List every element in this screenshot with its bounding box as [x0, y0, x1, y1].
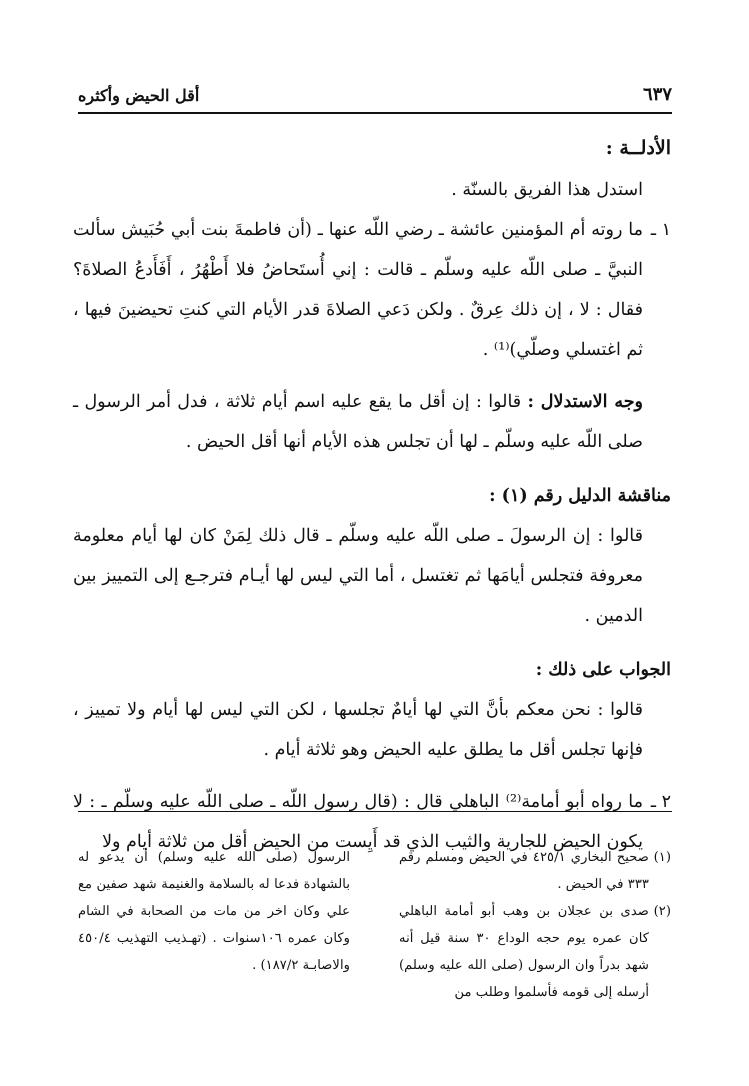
footnote-number: (١): [653, 850, 671, 865]
wajh-paragraph: [73, 382, 671, 462]
footnote-2: [399, 898, 671, 1006]
wajh-label: وجه الاستدلال :: [527, 392, 643, 412]
footnote-text: صحيح البخاري ٤٢٥/١ في الحيض ومسلم رقم ٣٣٣ في الحيض .: [399, 850, 649, 892]
main-text: [73, 128, 671, 862]
footnotes-column-right: [399, 844, 671, 1006]
header-rule: [78, 112, 672, 114]
jawab-heading: الجواب على ذلك :: [535, 660, 671, 680]
item-number: ١ ـ: [650, 220, 671, 240]
wajh-text: قالوا : إن أقل ما يقع عليه اسم أيام ثلاثة ، فدل أمر الرسول ـ صلى اللّه عليه وسلّم ـ لها أن تجلس هذه الأيام أنها أقل الحيض .: [73, 392, 643, 452]
item-text: ما رواه أبو أمامة⁽²⁾ الباهلي قال : (قال رسول اللّه ـ صلى اللّه عليه وسلّم ـ : لا يكون الحيض للجارية والثيب الذي قد أَيِست من الحيض أقل من ثلاثة أيام ولا: [73, 792, 643, 852]
chapter-title: أقل الحيض وأكثره: [78, 86, 200, 105]
item-number: ٢ ـ: [650, 792, 671, 812]
intro-paragraph: استدل هذا الفريق بالسنّة .: [451, 180, 643, 200]
footnote-rule: [78, 811, 672, 812]
jawab-paragraph: قالوا : نحن معكم بأنَّ التي لها أيامٌ تجلسها ، لكن التي ليس لها أيام ولا تمييز ، فإنها تجلس أقل ما يطلق عليه الحيض وهو ثلاثة أيام .: [73, 700, 643, 760]
page-number: ٦٣٧: [642, 84, 672, 105]
running-header: [78, 82, 672, 112]
footnote-2-continuation: الرسول (صلى الله عليه وسلم) أن يدعو له بالشهادة فدعا له بالسلامة والغنيمة شهد صفين مع علي وكان اخر من مات من الصحابة في الشام وكان عمره ١٠٦سنوات . (تهـذيب التهذيب ٤٥٠/٤ والاصابـة ١٨٧/٢) .: [78, 850, 350, 973]
munaqasha-heading: مناقشة الدليل رقم (١) :: [489, 486, 671, 506]
munaqasha-paragraph: قالوا : إن الرسولَ ـ صلى اللّه عليه وسلّم ـ قال ذلك لِمَنْ كان لها أيام معلومة معروفة فتجلس أيامَها ثم تغتسل ، أما التي ليس لها أيـام فترجـع إلى التمييز بين الدمين .: [73, 526, 643, 626]
item-text: ما روته أم المؤمنين عائشة ـ رضي اللّه عنها ـ (أن فاطمةَ بنت أبي حُبَيش سألت النبيَّ ـ صلى اللّه عليه وسلّم ـ قالت : إني أُستَحاضُ فلا أَطْهُرُ ، أَفَأَدعُ الصلاةَ؟ فقال : لا ، إن ذلك عِرقٌ . ولكن دَعي الصلاةَ قدر الأيام التي كنتِ تحيضينَ فيها ، ثم اغتسلي وصلّي)⁽¹⁾ .: [73, 220, 643, 360]
footnotes-column-left: [78, 844, 350, 979]
section-heading: الأدلــة :: [605, 137, 671, 159]
footnote-text: صدى بن عجلان بن وهب أبو أمامة الباهلي كان عمره يوم حجه الوداع ٣٠ سنة قيل أنه شهد بدراً وان الرسول (صلى الله عليه وسلم) أرسله إلى قومه فأسلموا وطلب من: [399, 904, 649, 1000]
footnote-1: [399, 844, 671, 898]
footnote-number: (٢): [653, 904, 671, 919]
evidence-item-1: [73, 210, 671, 370]
